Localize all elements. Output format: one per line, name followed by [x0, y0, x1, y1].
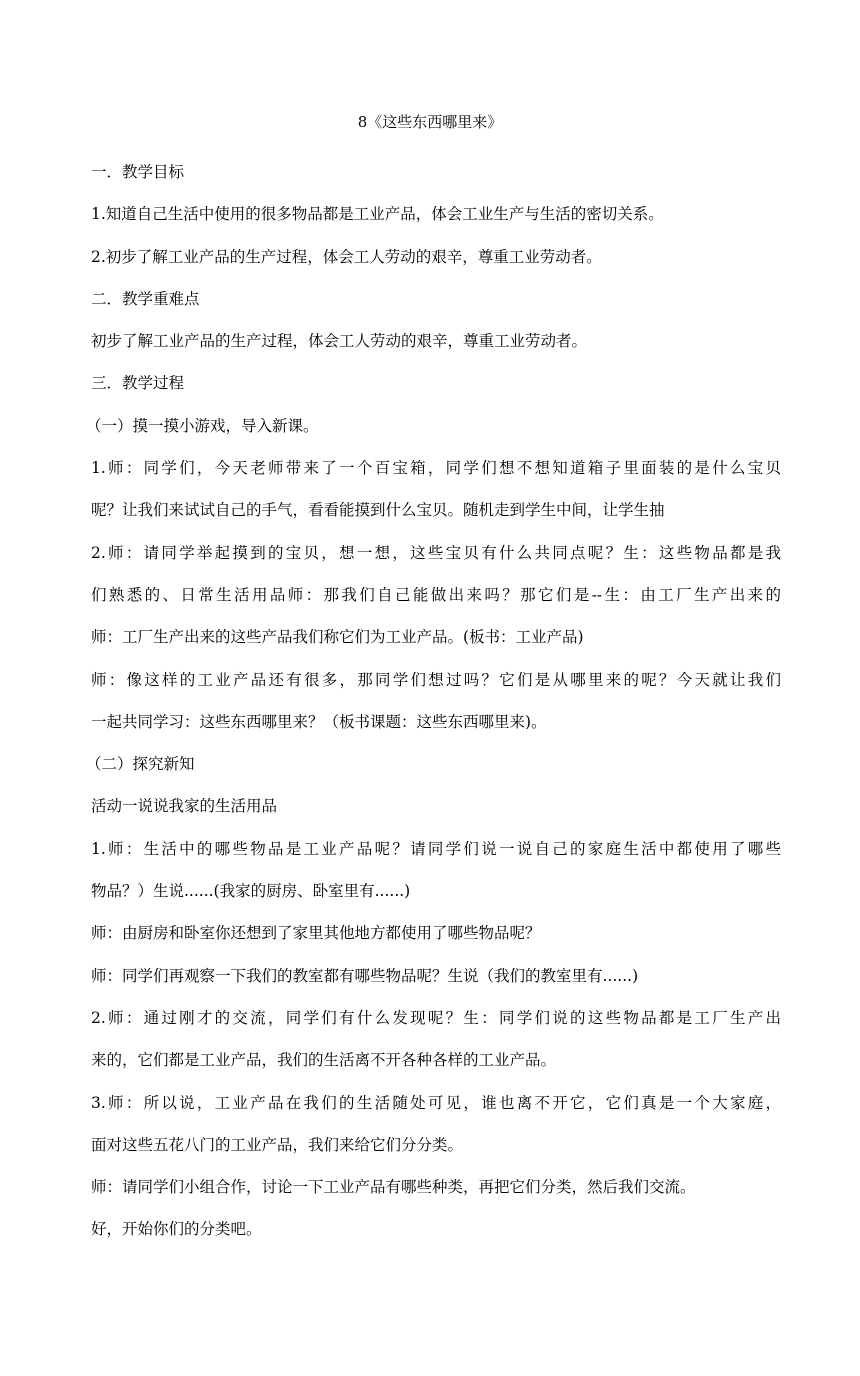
paragraph-line: 1.师：同学们，今天老师带来了一个百宝箱，同学们想不想知道箱子里面装的是什么宝贝 [91, 459, 781, 478]
paragraph-line: 师：像这样的工业产品还有很多，那同学们想过吗？它们是从哪里来的呢？今天就让我们 [91, 670, 781, 689]
paragraph-line: 师：同学们再观察一下我们的教室都有哪些物品呢？生说（我们的教室里有......) [91, 966, 639, 985]
paragraph-line: 面对这些五花八门的工业产品，我们来给它们分分类。 [91, 1135, 464, 1154]
subsection-heading-intro: （一）摸一摸小游戏，导入新课。 [86, 416, 319, 435]
paragraph-line: 物品？）生说......(我家的厨房、卧室里有......) [91, 882, 411, 901]
section-heading-key-points: 二．教学重难点 [91, 289, 200, 308]
document-title: 8《这些东西哪里来》 [357, 113, 503, 131]
paragraph-line: 来的，它们都是工业产品，我们的生活离不开各种各样的工业产品。 [91, 1051, 557, 1070]
paragraph-line: 2.师：通过刚才的交流，同学们有什么发现呢？生：同学们说的这些物品都是工厂生产出 [91, 1008, 781, 1027]
paragraph-line: 1.师：生活中的哪些物品是工业产品呢？请同学们说一说自己的家庭生活中都使用了哪些 [91, 839, 781, 858]
paragraph-line: 师：工厂生产出来的这些产品我们称它们为工业产品。(板书：工业产品) [91, 628, 584, 647]
paragraph-line: 3.师：所以说，工业产品在我们的生活随处可见，谁也离不开它，它们真是一个大家庭， [91, 1093, 781, 1112]
document-body [86, 151, 781, 1251]
paragraph-line: 师：请同学们小组合作，讨论一下工业产品有哪些种类，再把它们分类，然后我们交流。 [91, 1178, 696, 1197]
objective-1: 1.知道自己生活中使用的很多物品都是工业产品，体会工业生产与生活的密切关系。 [91, 205, 664, 224]
section-heading-process: 三．教学过程 [91, 374, 185, 393]
section-heading-objectives: 一．教学目标 [91, 163, 185, 181]
activity-heading: 活动一说说我家的生活用品 [91, 797, 278, 816]
objective-2: 2.初步了解工业产品的生产过程，体会工人劳动的艰辛，尊重工业劳动者。 [91, 247, 602, 266]
paragraph-line: 一起共同学习：这些东西哪里来？（板书课题：这些东西哪里来)。 [91, 712, 547, 731]
key-points-text: 初步了解工业产品的生产过程，体会工人劳动的艰辛，尊重工业劳动者。 [91, 332, 588, 351]
subsection-heading-explore: （二）探究新知 [86, 755, 195, 774]
paragraph-line: 们熟悉的、日常生活用品师：那我们自己能做出来吗？那它们是--生：由工厂生产出来的 [91, 585, 781, 604]
paragraph-line: 好，开始你们的分类吧。 [91, 1220, 262, 1239]
paragraph-line: 2.师：请同学举起摸到的宝贝，想一想，这些宝贝有什么共同点呢？生：这些物品都是我 [91, 543, 781, 562]
paragraph-line: 呢？让我们来试试自己的手气，看看能摸到什么宝贝。随机走到学生中间，让学生抽 [91, 501, 665, 520]
paragraph-line: 师：由厨房和卧室你还想到了家里其他地方都使用了哪些物品呢？ [91, 924, 541, 943]
